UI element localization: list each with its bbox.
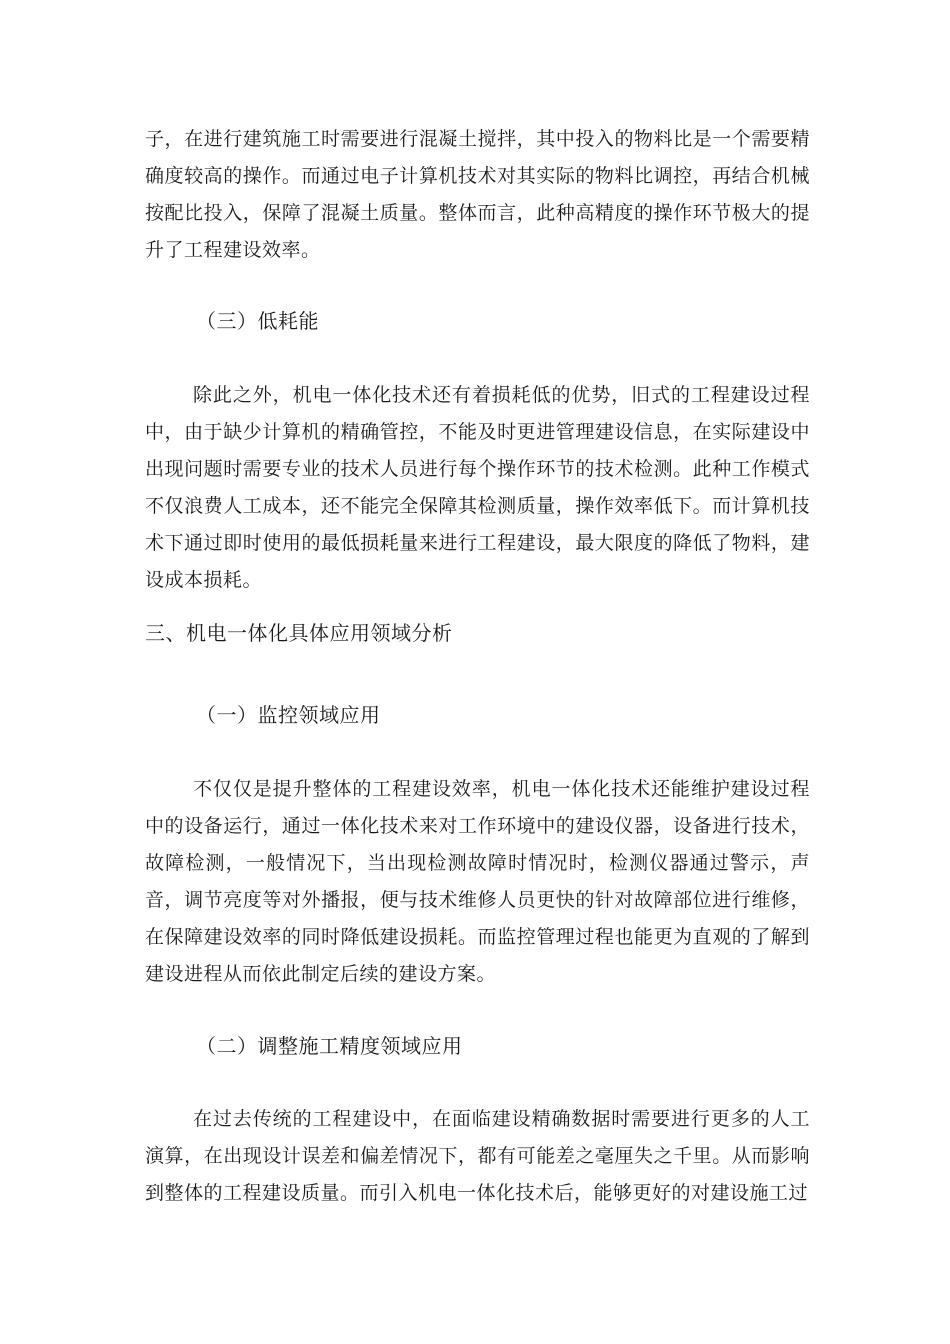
paragraph-concrete-mixing: 子，在进行建筑施工时需要进行混凝土搅拌，其中投入的物料比是一个需要精确度较高的操作。而通过电子计算机技术对其实际的物料比调控，再结合机械按配比投入，保障了混凝土质量。整体而言，此种高精度的操作环节极大的提升了工程建设效率。 xyxy=(145,128,810,261)
subheading-low-energy: （三）低耗能 xyxy=(196,309,319,333)
paragraph-low-loss: 除此之外，机电一体化技术还有着损耗低的优势，旧式的工程建设过程中，由于缺少计算机的精确管控，不能及时更进管理建设信息，在实际建设中出现问题时需要专业的技术人员进行每个操作环节的技术检测。此种工作模式不仅浪费人工成本，还不能完全保障其检测质量，操作效率低下。而计算机技术下通过即时使用的最低损耗量来进行工程建设，最大限度的降低了物料，建设成本损耗。 xyxy=(145,384,810,591)
paragraph-monitoring: 不仅仅是提升整体的工程建设效率，机电一体化技术还能维护建设过程中的设备运行，通过一体化技术来对工作环境中的建设仪器，设备进行技术，故障检测，一般情况下，当出现检测故障时情况时，检测仪器通过警示，声音，调节亮度等对外播报，便与技术维修人员更快的针对故障部位进行维修，在保障建设效率的同时降低建设损耗。而监控管理过程也能更为直观的了解到建设进程从而依此制定后续的建设方案。 xyxy=(145,778,810,985)
subheading-precision: （二）调整施工精度领域应用 xyxy=(196,1034,463,1058)
subheading-monitoring: （一）监控领域应用 xyxy=(196,703,381,727)
section-heading-application-areas: 三、机电一体化具体应用领域分析 xyxy=(145,621,453,645)
paragraph-precision: 在过去传统的工程建设中，在面临建设精确数据时需要进行更多的人工演算，在出现设计误差和偏差情况下，都有可能差之毫厘失之千里。从而影响到整体的工程建设质量。而引入机电一体化技术后，能够更好的对建设施工过 xyxy=(145,1108,810,1204)
